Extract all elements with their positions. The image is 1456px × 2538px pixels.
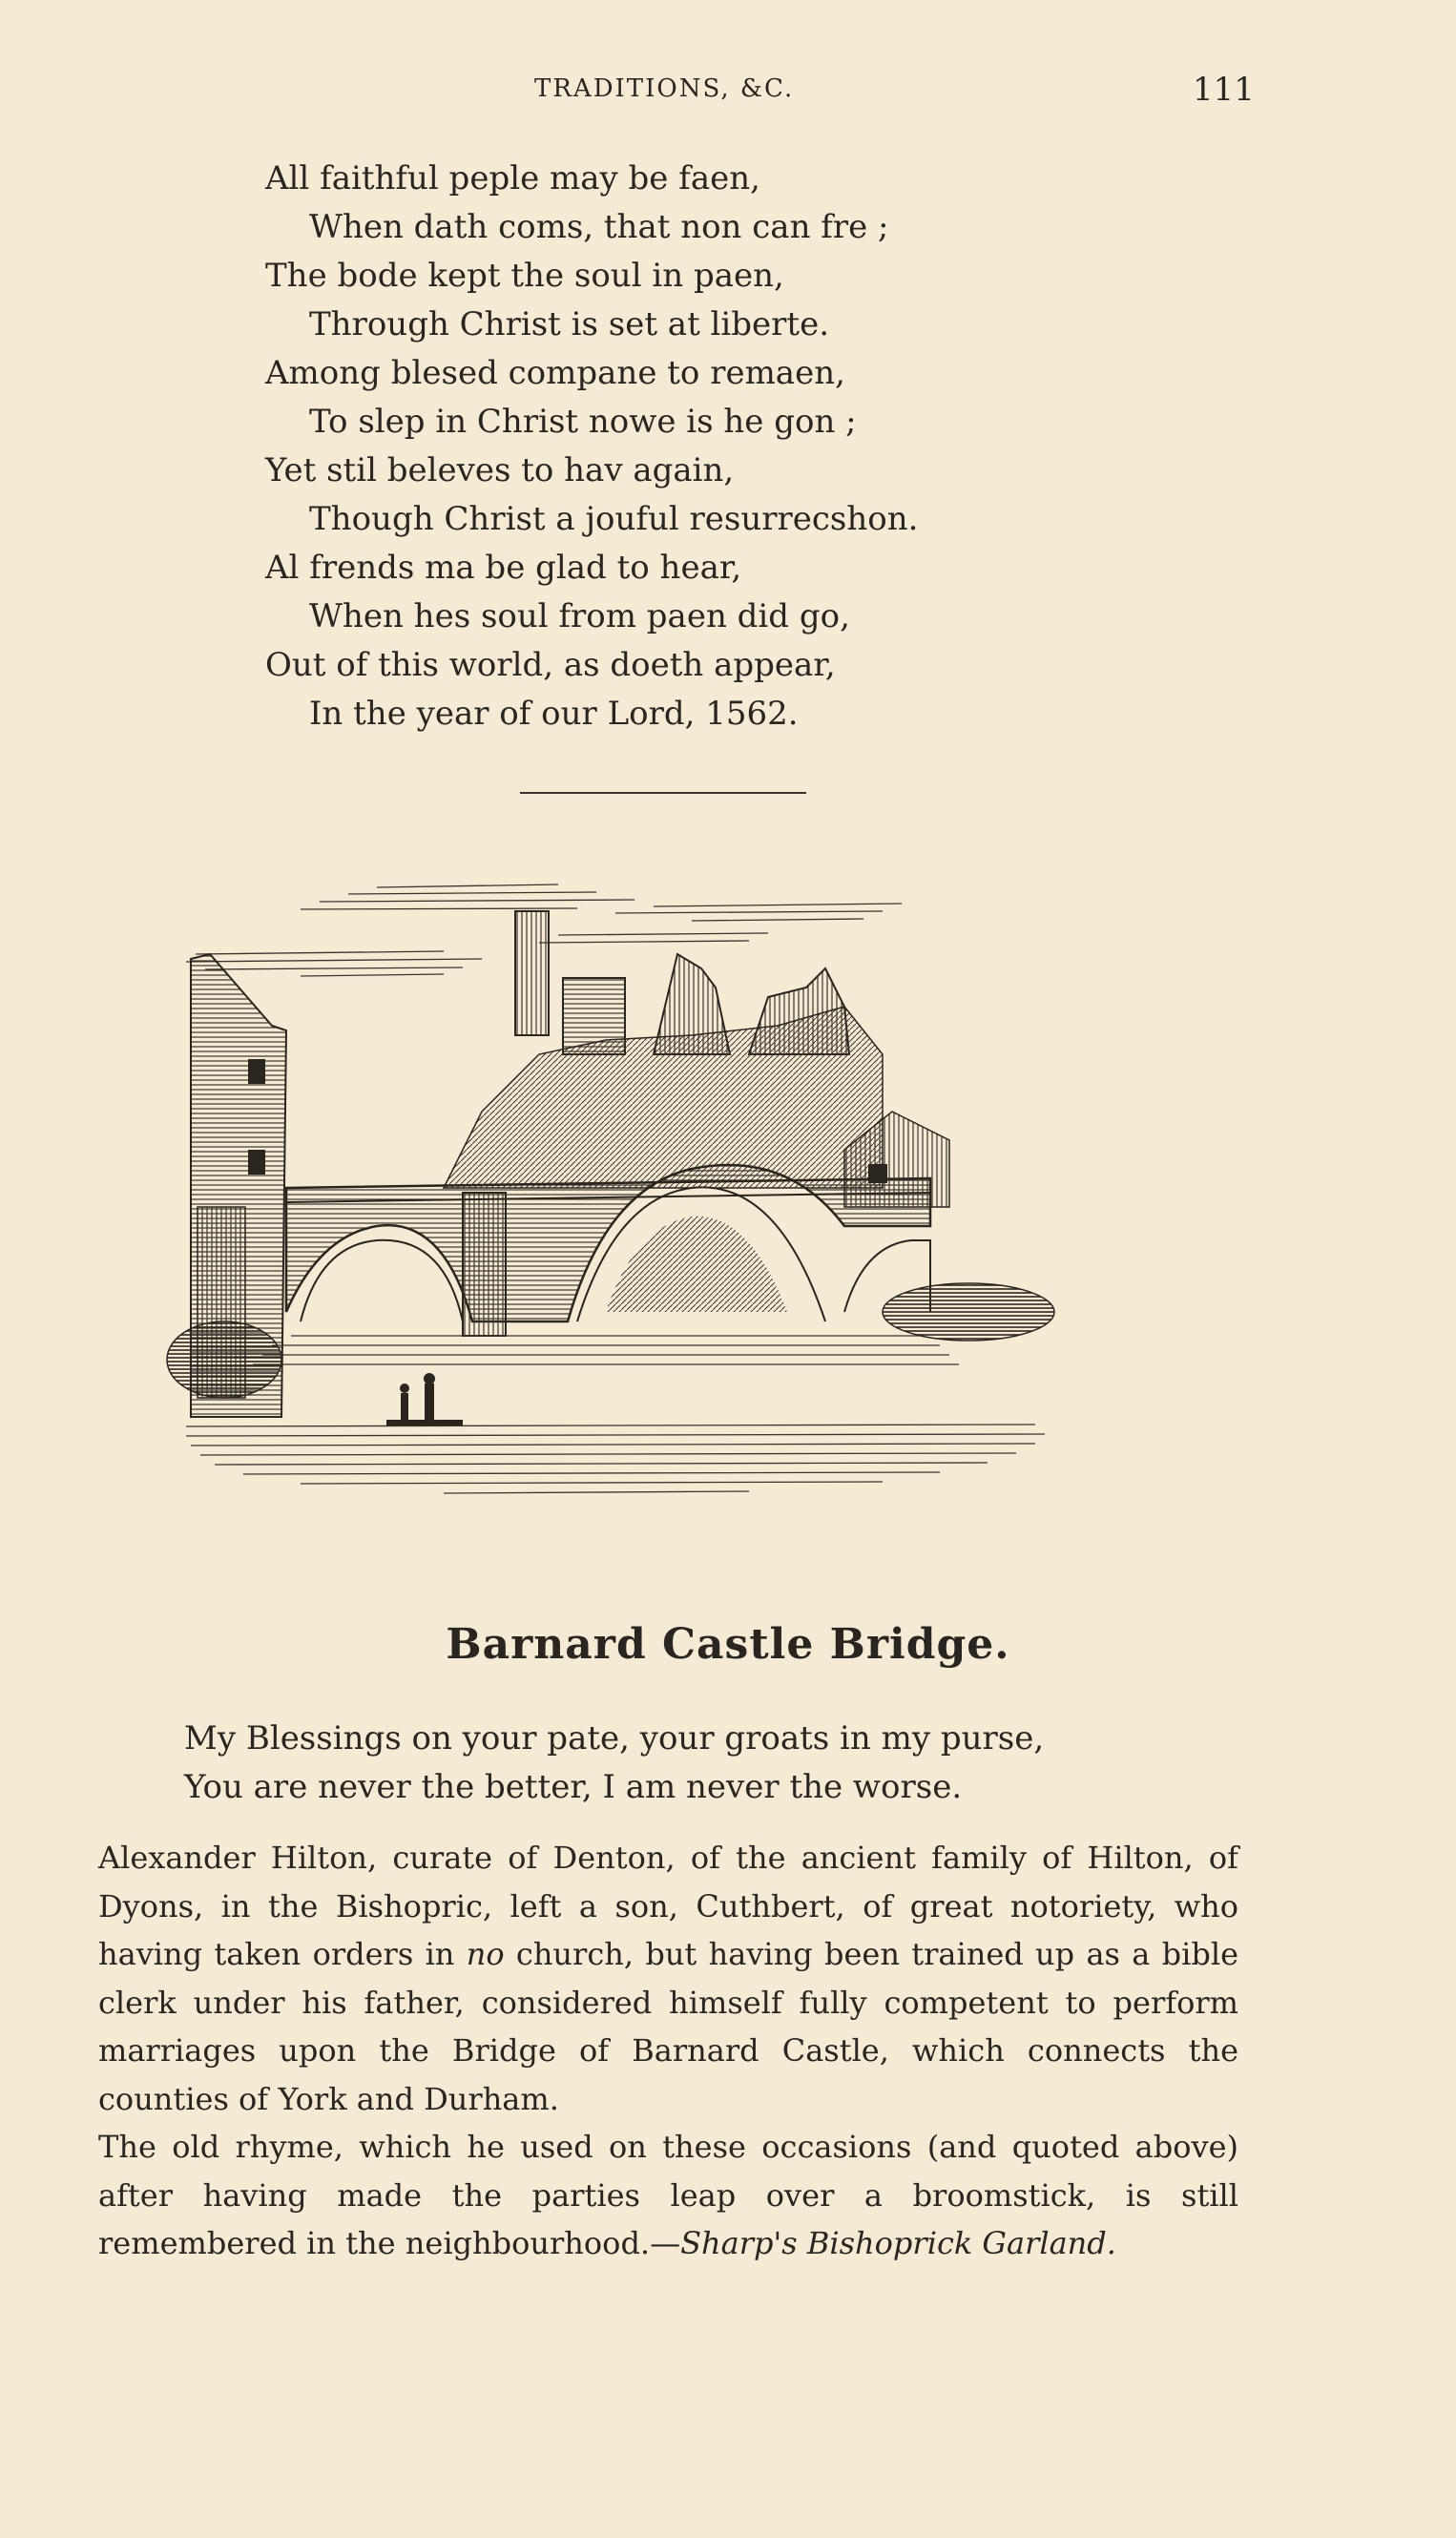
bridge	[286, 1165, 930, 1336]
bridge-engraving	[157, 863, 1154, 1589]
poem-line: Though Christ a jouful resurrecshon.	[309, 500, 919, 538]
poem-line: Yet stil beleves to hav again,	[265, 451, 735, 489]
left-house	[167, 954, 286, 1417]
poem-line: The bode kept the soul in paen,	[265, 257, 784, 295]
poem-stanza	[265, 155, 1124, 739]
section-divider	[520, 792, 806, 794]
poem-line: In the year of our Lord, 1562.	[309, 695, 799, 733]
epigraph-line: My Blessings on your pate, your groats in my purse,	[184, 1719, 1045, 1758]
poem-line: To slep in Christ nowe is he gon ;	[309, 403, 857, 441]
illustration-caption: Barnard Castle Bridge.	[446, 1620, 1010, 1669]
poem-line: Out of this world, as doeth appear,	[265, 646, 836, 684]
epigraph	[184, 1715, 1234, 1812]
poem-line: Among blesed compane to remaen,	[265, 354, 845, 392]
body-text	[98, 1834, 1238, 2268]
poem-line: When dath coms, that non can fre ;	[309, 208, 889, 246]
paragraph	[98, 2123, 1238, 2268]
page-number: 111	[1193, 71, 1255, 109]
poem-line: Al frends ma be glad to hear,	[265, 549, 742, 587]
source-citation: Sharp's Bishoprick Garland.	[680, 2225, 1116, 2261]
poem-line: When hes soul from paen did go,	[309, 597, 850, 635]
emphasis: no	[466, 1936, 505, 1972]
boat-figures	[386, 1373, 463, 1425]
epigraph-line: You are never the better, I am never the worse.	[184, 1768, 963, 1806]
paragraph-text: church, but having been trained up as a bible clerk under his father, considered himself fully competent to perform marriages upon the Bridge of Barnard Castle, which connects the counties of York and Durham.	[98, 1936, 1239, 2117]
running-head: TRADITIONS, &C.	[534, 74, 795, 103]
river-water	[186, 1336, 1045, 1493]
riverbank-rocks	[883, 1283, 1054, 1341]
poem-line: All faithful peple may be faen,	[265, 159, 760, 198]
paragraph-text: Alexander Hilton, curate of Denton, of the ancient family of Hilton, of Dyons, in the Bishopric, left a son, Cuthbert, of great notoriety, who having taken orders in	[98, 1840, 1238, 1972]
paragraph	[98, 1834, 1238, 2123]
castle-ruins	[444, 911, 883, 1188]
paragraph-text: The old rhyme, which he used on these occasions (and quoted above) after having made the parties leap over a broomstick, is still remembered in the neighbourhood.—	[98, 2129, 1238, 2261]
poem-line: Through Christ is set at liberte.	[309, 305, 830, 343]
